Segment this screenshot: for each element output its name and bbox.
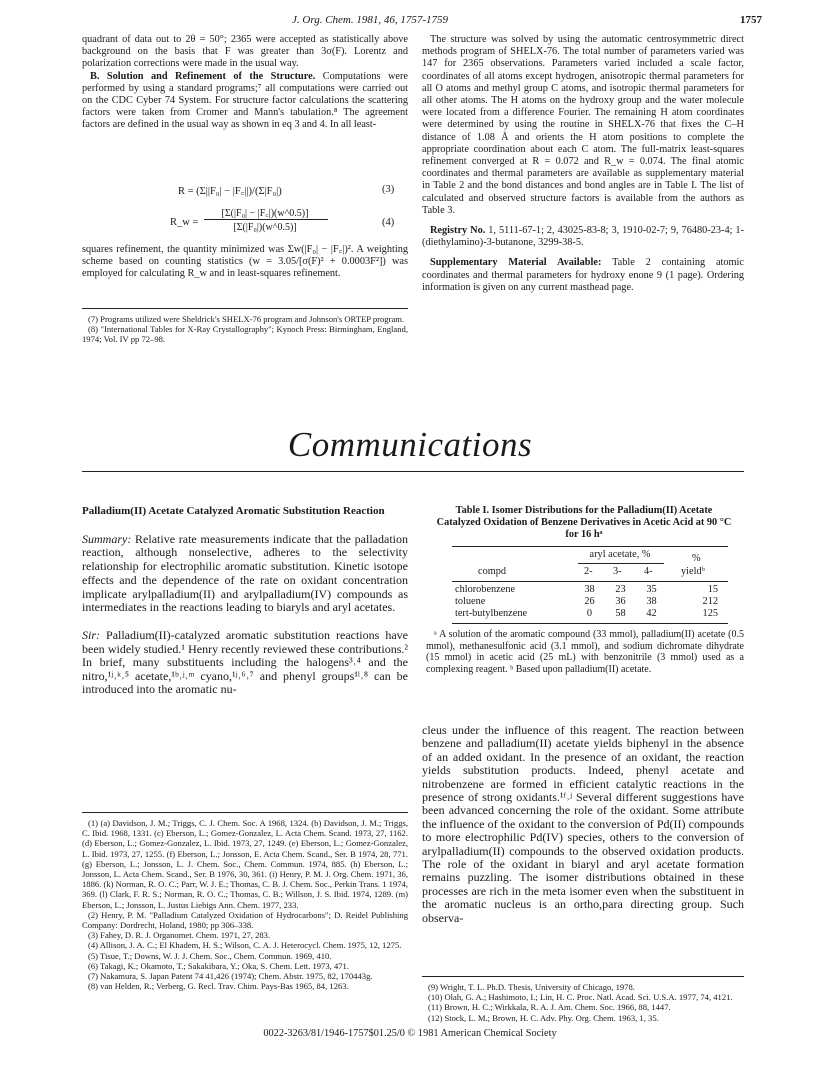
table-row [452,608,728,620]
footnote-12: (12) Stock, L. M.; Brown, H. C. Adv. Phy. Org. Chem. 1963, 1, 35. [428,1012,659,1023]
table-1-col-yield: yieldᵇ [681,566,705,577]
diffraction-paragraph: quadrant of data out to 2θ = 50°; 2365 were accepted as statistically above background on the basis that F was greater than 3σ(F). Lorentz and polarization corrections were made in the usual way. [82,34,408,70]
table-cell-compd: chlorobenzene [455,584,516,595]
sir-label: Sir: [82,628,100,643]
footnote-rule-bottom-left [82,812,408,813]
footnote-7: (7) Programs utilized were Sheldrick's SHELX-76 program and Johnson's ORTEP program. [88,314,405,324]
table-cell-3: 36 [615,595,626,607]
footnote-6: (6) Takagi, K.; Okamoto, T.; Sakakibara, Y.; Oka, S. Chem. Lett. 1973, 471. [88,960,349,971]
footnote-3: (3) Fahey, D. R. J. Organomet. Chem. 1971, 27, 283. [88,930,271,941]
supplementary-paragraph [422,257,744,294]
sir-paragraph [82,629,408,696]
table-row [452,596,728,608]
table-cell-yield: 212 [702,595,718,607]
table-1-footnote: ᵃ A solution of the aromatic compound (33 mmol), palladium(II) acetate (0.5 mmol), methanesulfonic acid (3.1 mmol), and sodium dichromate dihydrate (15 mmol) in acetic acid (25 mL) with benzonitrile (3 mmol) used as a complexing reagent. ᵇ Based upon palladium(II) acetate. [426,629,744,675]
table-cell-4: 38 [646,595,657,607]
summary-label: Summary: [82,531,132,546]
supplementary-text: Table 2 containing atomic coordinates and thermal parameters for hydroxy enone 9 (1 page). Ordering information is given on any current masthead page. [422,257,744,293]
top-left-footnotes [82,314,408,345]
registry-heading: Registry No. [430,225,486,237]
equation-3: R = (Σ||F₀| − |F꜀||)/(Σ|F₀|) [178,186,282,197]
bottom-left-footnotes [82,818,408,991]
supplementary-heading: Supplementary Material Available: [430,257,602,269]
table-1-col-compd: compd [478,566,507,577]
table-1-body [452,584,728,619]
footnote-11: (11) Brown, H. C.; Wirkkala, R. A. J. Am. Chem. Soc. 1966, 88, 1447. [428,1002,671,1013]
refinement-text: Computations were performed by using a standard programs;⁷ all computations were carried out on the CDC Cyber 74 System. For structure factor calculations the scattering factors were taken from Cromer and Mann's tabulation.⁸ The agreement factors are defined in the usual way as shown in eq 3 and 4. In all least- [82,70,408,131]
summary-text: Relative rate measurements indicate that the palladation reaction, although nonselective, adheres to the selectivity relationship for electrophilic aromatic substitution. Kinetic isotope effects and the dependence of the rate on oxidant concentration implicate arylpalladium(II) and arylpalladium(IV) compounds as intermediates in the reactions leading to biaryls and aryl acetates. [82,531,408,615]
table-1-caption: Table I. Isomer Distributions for the Palladium(II) Acetate Catalyzed Oxidation of Benzene Derivatives in Acetic Acid at 90 °C for 16 hᵃ [436,505,732,540]
refinement-paragraph [82,71,408,132]
section-rule [82,471,744,472]
journal-citation: J. Org. Chem. 1981, 46, 1757-1759 [292,14,449,26]
table-cell-2: 38 [584,584,595,595]
article-left-column [82,505,408,696]
table-1-header-rule [452,581,728,582]
table-1-group-rule [578,563,664,564]
footnote-4: (4) Allison, J. A. C.; El Khadem, H. S.; Wilson, C. A. J. Heterocycl. Chem. 1975, 12, 1275. [88,940,402,951]
footnote-8: (8) "International Tables for X-Ray Crystallography"; Kynoch Press: Birmingham, England, 1974; Vol. IV pp 72–98. [82,324,408,345]
table-1-col-2: 2- [584,566,593,577]
table-cell-2: 0 [586,607,593,619]
footnote-9: (9) Wright, T. L. Ph.D. Thesis, University of Chicago, 1978. [428,982,635,992]
registry-text: 1, 5111-67-1; 2, 43025-83-8; 3, 1910-02-7; 9, 76480-23-4; 1-(diethylamino)-3-butanone, 3299-38-5. [422,225,744,249]
footnote-1: (1) (a) Davidson, J. M.; Triggs, C. J. Chem. Soc. A 1968, 1324. (b) Davidson, J. M.; Triggs, C. Ibid. 1968, 1331. (c) Eberson, L.; Gomez-Gonzalez, L. Acta Chem. Scand. 1973, 27, 1162. (d) Eberson, L.; Gomez-Gonzalez, L. Ibid. 1973, 27, 1249. (e) Eberson, L.; Gomez-Gonzalez, L. Ibid. 1973, 27, 1255. (f) Eberson, L.; Jonsson, E. Acta Chem. Scand., Ser. B 1974, 28, 771. (g) Eberson, L.; Jonsson, L. J. Chem. Soc., Chem. Commun. 1974, 885. (h) Eberson, L.; Jonsson, L. Acta Chem. Scand., Ser. B 1976, 30, 361. (i) Henry, P. M. J. Org. Chem. 1971, 36, 1886. (k) Norman, R. O. C.; Parr, W. J. E.; Thomas, C. B. J. Chem. Soc., Perkin Trans. 1 1974, 369. (l) Clark, F. R. S.; Norman, R. O. C.; Thomas, C. B.; Willson, J. S. Ibid. 1974, 1289. (m) Eberson, L.; Jonsson, L. Justus Liebigs Ann. Chem. 1977, 233. [82,818,408,910]
section-title: Communications [287,425,533,464]
least-squares-paragraph: squares refinement, the quantity minimized was Σw(|F₀| − |F꜀|)². A weighting scheme based on counting statistics (w = 3.05/[σ(F)² + 0.0003F²]) was employed for calculating R_w and in least-squares refinement. [82,244,408,280]
table-1-col-3: 3- [613,566,622,577]
equation-4-number: (4) [382,217,395,228]
table-cell-3: 58 [615,607,626,619]
top-left-column [82,34,408,132]
equation-4-lhs: R_w = [170,217,199,228]
table-cell-2: 26 [584,595,595,607]
table-cell-compd: toluene [455,595,486,607]
page-footer: 0022-3263/81/1946-1757$01.25/0 © 1981 American Chemical Society [263,1028,557,1039]
table-1-bottom-rule [452,623,728,624]
structure-solution-paragraph: The structure was solved by using the automatic centrosymmetric direct methods program of SHELX-76. The total number of parameters varied was 147 for 2365 observations. Parameters varied included a scale factor, coordinates of all atoms except hydrogen, anisotropic thermal parameters for all O atoms and methyl group C atoms, and isotropic thermal parameters for all other atoms. The H atoms on the hydroxy group and the water molecule were located from a difference Fourier. The remaining H atom coordinates were determined by using the routine in SHELX-76 that fixes the C–H distance of 1.08 Å and orients the H atom positions to complete the appropriate coordination about each C atom. The full-matrix least-squares refinement converged at R = 0.072 and R_w = 0.074. The final atomic coordinates and thermal parameters are available as supplementary material in Table 2 and the bond distances and bond angles are in Table I. The list of calculated and observed structure factors is available from the authors as Table 3. [422,34,744,216]
footnote-rule-top-left [82,308,408,309]
footnote-rule-bottom-right [422,976,744,977]
equation-4-fraction-line [204,219,328,220]
table-1-col-4: 4- [644,566,653,577]
table-cell-4: 42 [646,607,657,619]
footnote-10: (10) Olah, G. A.; Hashimoto, I.; Lin, H. C. Proc. Natl. Acad. Sci. U.S.A. 1977, 74, 4121. [428,992,733,1003]
footnote-2: (2) Henry, P. M. "Palladium Catalyzed Oxidation of Hydrocarbons"; D. Reidel Publishing Company: Dordrecht, Holand, 1980; pp 306–338. [82,909,408,931]
refinement-heading: B. Solution and Refinement of the Structure. [90,70,316,82]
table-cell-4: 35 [646,584,657,595]
running-header [0,14,820,30]
footnote-5: (5) Tisue, T.; Downs, W. J. J. Chem. Soc., Chem. Commun. 1969, 410. [88,950,332,961]
table-1-top-rule [452,546,728,547]
equation-4-numerator: [Σ(|F₀| − |F꜀|)(w^0.5)] [221,208,309,219]
footnote-7b: (7) Nakamura, S. Japan Patent 74 41,426 (1974); Chem. Abstr. 1975, 82, 170443g. [88,971,373,982]
article-right-paragraph: cleus under the influence of this reagent. The reaction between benzene and palladium(II) acetate yields biphenyl in the absence of an added oxidant. In the presence of an oxidant, the reaction yields substitution products. Indeed, phenyl acetate and nitrobenzene are formed in efficient catalytic reactions in the presence of strong oxidants.¹ᶠ˒ʲ Several different suggestions have been advanced concerning the role of the oxidant. Some attribute the influence of the oxidant to the conversion of Pd(II) compounds to more electrophilic Pd(IV) species, others to the conversion of arylpalladium(II) compounds to the observed oxidation products. The role of the oxidant in biaryl and aryl acetate formation remains puzzling. The isomer distributions obtained in these processes are rich in the meta isomer even when the substituent in the aromatic nucleus is an ortho,para directing group. Such observa- [422,723,744,925]
table-1-col-yield-pct: % [692,553,701,564]
table-cell-compd: tert-butylbenzene [455,607,528,619]
summary-paragraph [82,533,408,616]
equation-3-number: (3) [382,184,395,195]
table-cell-yield: 15 [707,584,718,595]
page-number: 1757 [740,14,762,26]
footnote-8b: (8) van Helden, R.; Verberg, G. Recl. Trav. Chim. Pays-Bas 1965, 84, 1263. [88,981,349,992]
registry-paragraph [422,225,744,249]
equation-4-denominator: [Σ(|F₀|)(w^0.5)] [233,222,297,233]
sir-text: Palladium(II)-catalyzed aromatic substitution reactions have been widely studied.¹ Henry recently reviewed these contributions.² In brief, many substituents including the halogens³˒⁴ and the nitro,¹ʲ˒ᵏ˒⁵ acetate,¹ᵇ˒ʲ˒ᵐ cyano,¹ʲ˒⁶˒⁷ and phenyl groups¹ˡ˒⁸ can be introduced into the aromatic nu- [82,628,408,696]
table-cell-3: 23 [615,584,626,595]
table-row [452,584,728,596]
table-cell-yield: 125 [702,607,718,619]
article-title: Palladium(II) Acetate Catalyzed Aromatic Substitution Reaction [82,505,385,517]
bottom-right-footnotes [422,982,744,1023]
top-right-column [422,34,744,294]
table-1-group-header: aryl acetate, % [589,549,651,560]
